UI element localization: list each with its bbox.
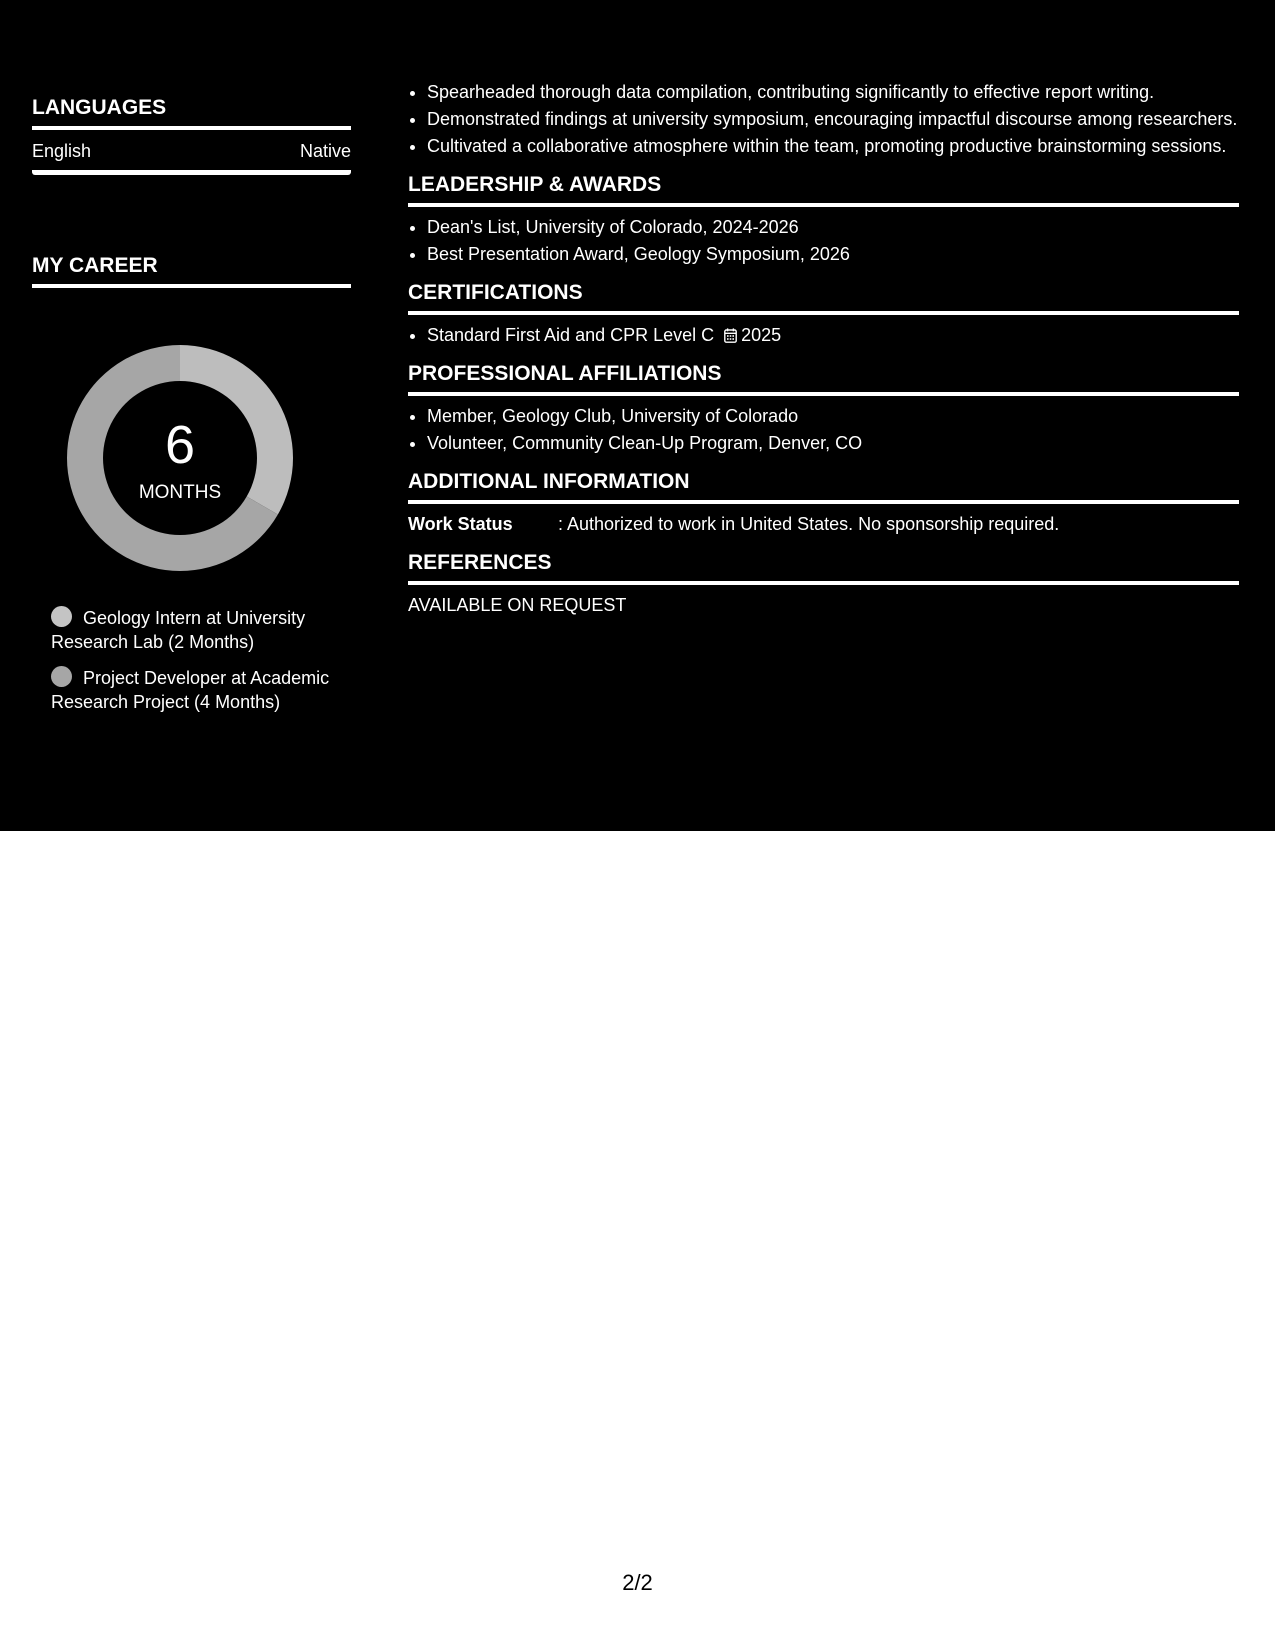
languages-title: LANGUAGES [32, 95, 351, 130]
career-title: MY CAREER [32, 253, 351, 288]
right-column [408, 80, 1239, 617]
certification-year: 2025 [741, 325, 782, 345]
legend-dot-icon [51, 606, 72, 627]
left-column [32, 95, 351, 712]
references-text: AVAILABLE ON REQUEST [408, 595, 627, 615]
career-legend [51, 606, 341, 726]
legend-dot-icon [51, 666, 72, 687]
career-donut-chart [67, 345, 293, 571]
certifications-title: CERTIFICATIONS [408, 280, 1239, 315]
legend-item [51, 666, 341, 714]
work-status-label: Work Status [408, 514, 513, 534]
page-number: 2/2 [622, 1570, 653, 1595]
affiliations-title: PROFESSIONAL AFFILIATIONS [408, 361, 1239, 396]
career-total-value: 6 [164, 415, 196, 475]
additional-info-section [408, 469, 1239, 536]
work-status-row [408, 512, 1239, 536]
references-section [408, 550, 1239, 617]
experience-bullet-list [408, 80, 1239, 158]
legend-item [51, 606, 341, 654]
leadership-section [408, 172, 1239, 266]
leadership-list [408, 215, 1239, 266]
leadership-title: LEADERSHIP & AWARDS [408, 172, 1239, 207]
affiliations-list [408, 404, 1239, 455]
legend-label: Geology Intern at University Research Lab (2 Months) [51, 608, 306, 652]
certification-name: Standard First Aid and CPR Level C [427, 325, 715, 345]
list-item: • Member, Geology Club, University of Colorado [427, 404, 1239, 428]
language-name: English [32, 141, 92, 161]
list-item: • Cultivated a collaborative atmosphere within the team, promoting productive brainstorming sessions. [427, 134, 1239, 158]
certifications-list [408, 323, 1239, 347]
language-row [32, 140, 351, 175]
certifications-section [408, 280, 1239, 347]
legend-label: Project Developer at Academic Research Project (4 Months) [51, 668, 330, 712]
list-item: • Demonstrated findings at university symposium, encouraging impactful discourse among researchers. [427, 107, 1239, 131]
list-item: • Spearheaded thorough data compilation, contributing significantly to effective report writing. [427, 80, 1239, 104]
list-item: • Best Presentation Award, Geology Symposium, 2026 [427, 242, 1239, 266]
calendar-icon [724, 328, 737, 343]
work-status-value: : Authorized to work in United States. No sponsorship required. [558, 514, 1060, 534]
list-item: • Volunteer, Community Clean-Up Program, Denver, CO [427, 431, 1239, 455]
career-total-unit: MONTHS [138, 482, 222, 503]
list-item [427, 323, 1239, 347]
additional-info-title: ADDITIONAL INFORMATION [408, 469, 1239, 504]
affiliations-section [408, 361, 1239, 455]
list-item: • Dean's List, University of Colorado, 2024-2026 [427, 215, 1239, 239]
references-title: REFERENCES [408, 550, 1239, 585]
language-level: Native [299, 141, 351, 161]
